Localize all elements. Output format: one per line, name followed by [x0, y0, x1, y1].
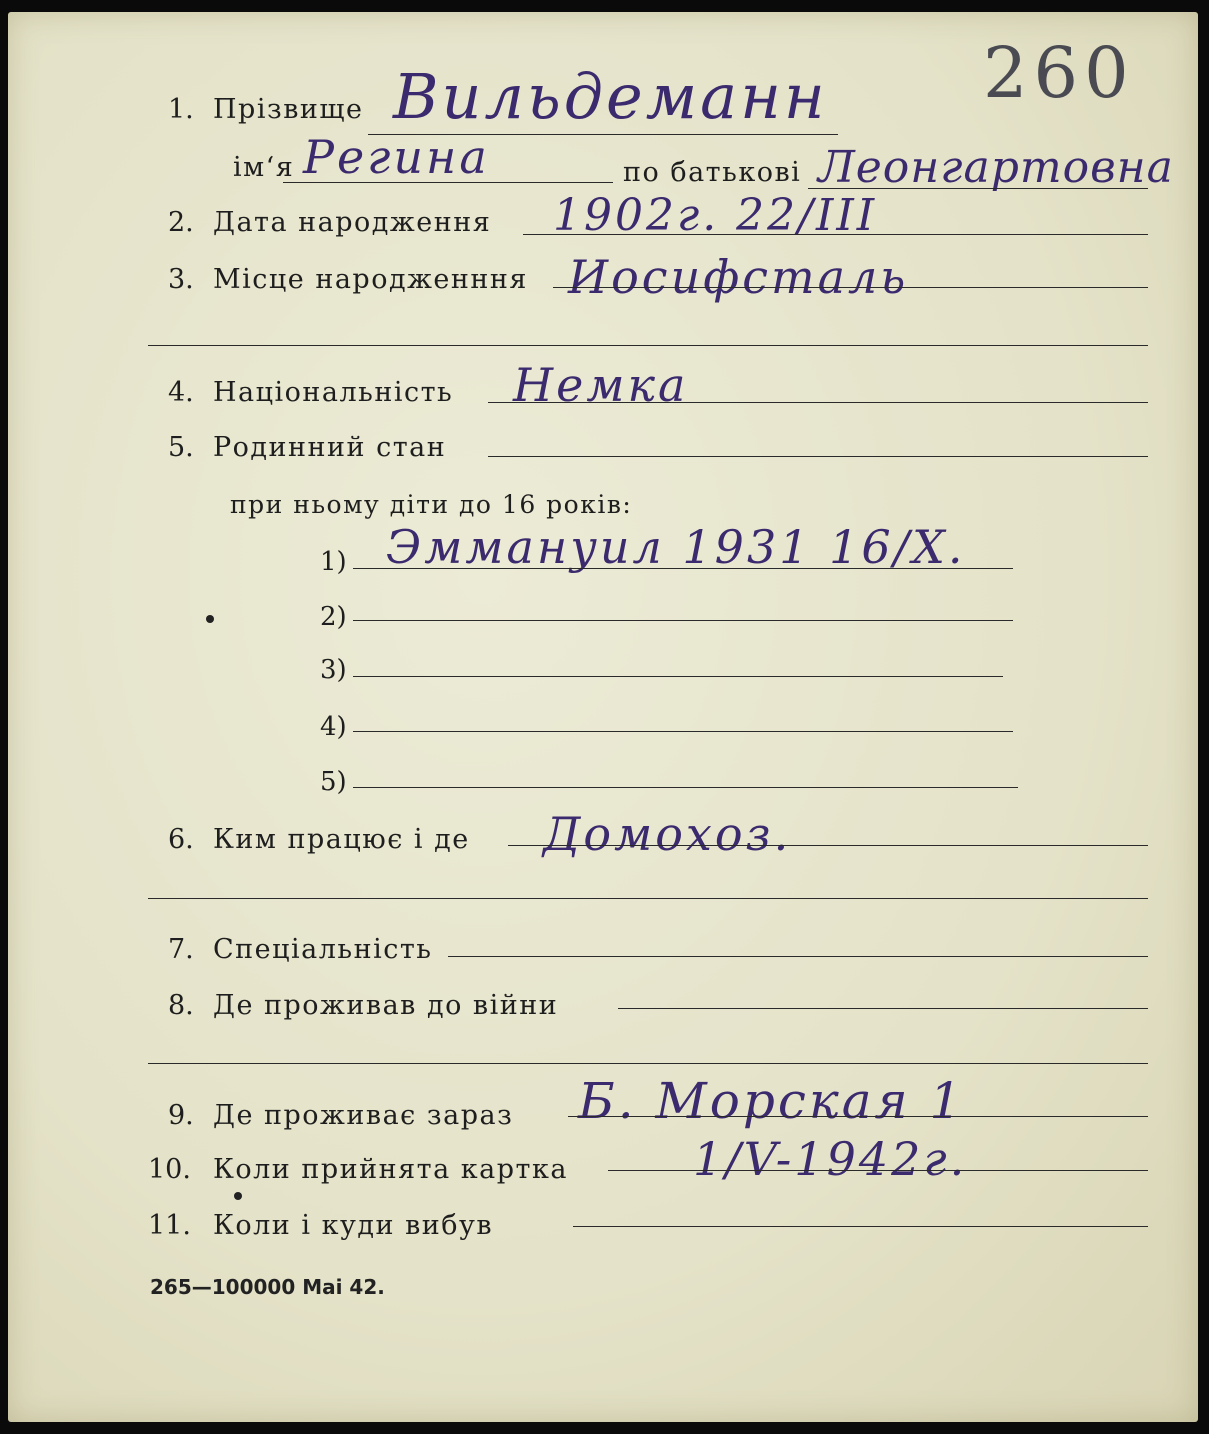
nationality-line — [488, 402, 1148, 403]
field-2-number: 2. — [168, 207, 194, 238]
children-label: при ньому діти до 16 років: — [230, 490, 633, 519]
child-2-line — [353, 620, 1013, 621]
child-5-line — [353, 787, 1018, 788]
occupation-value: Домохоз. — [543, 807, 792, 861]
child-3-line — [353, 676, 1003, 677]
field-1-number: 1. — [168, 94, 194, 125]
current-address-line — [568, 1116, 1148, 1117]
prewar-residence-line — [618, 1008, 1148, 1009]
current-address-value: Б. Морская 1 — [578, 1072, 965, 1130]
prewar-residence-label: Де проживав до війни — [213, 990, 559, 1021]
occupation-label: Ким працює і де — [213, 824, 470, 855]
child-4-number: 4) — [320, 712, 347, 742]
occupation-line-2 — [148, 898, 1148, 899]
field-4-number: 4. — [168, 377, 194, 408]
first-name-line — [283, 182, 613, 183]
specialty-label: Спеціальність — [213, 934, 433, 965]
record-number: 260 — [983, 32, 1135, 114]
departure-line — [573, 1226, 1148, 1227]
child-4-line — [353, 731, 1013, 732]
field-6-number: 6. — [168, 824, 194, 855]
patronymic-label: по батькові — [623, 157, 802, 188]
birth-date-label: Дата народження — [213, 207, 492, 238]
birth-date-line — [523, 234, 1148, 235]
nationality-label: Національність — [213, 377, 454, 408]
patronymic-value: Леонгартовна — [818, 142, 1174, 193]
card-accepted-line — [608, 1170, 1148, 1171]
marital-status-label: Родинний стан — [213, 432, 447, 463]
field-9-number: 9. — [168, 1100, 194, 1131]
first-name-label: ім‘я — [233, 152, 295, 183]
birth-place-line-2 — [148, 345, 1148, 346]
birth-place-value: Иосифсталь — [568, 250, 909, 304]
field-10-number: 10. — [148, 1154, 191, 1185]
nationality-value: Немка — [513, 358, 689, 412]
field-5-number: 5. — [168, 432, 194, 463]
departure-label: Коли і куди вибув — [213, 1210, 494, 1241]
specialty-line — [448, 956, 1148, 957]
child-5-number: 5) — [320, 767, 347, 797]
field-11-number: 11. — [148, 1210, 191, 1241]
child-1-number: 1) — [320, 547, 347, 577]
child-2-number: 2) — [320, 602, 347, 632]
birth-place-label: Місце народженння — [213, 264, 528, 295]
print-code: 265—100000 Mai 42. — [150, 1275, 385, 1299]
card-accepted-value: 1/V-1942г. — [693, 1132, 968, 1186]
surname-label: Прізвище — [213, 94, 364, 125]
birth-date-value: 1902г. 22/III — [553, 190, 878, 241]
child-1-line — [353, 568, 1013, 569]
prewar-residence-line-2 — [148, 1063, 1148, 1064]
surname-value: Вильдеманн — [393, 60, 828, 133]
child-1-value: Эммануил 1931 16/X. — [386, 520, 966, 574]
field-8-number: 8. — [168, 990, 194, 1021]
child-3-number: 3) — [320, 655, 347, 685]
registration-card — [8, 12, 1198, 1422]
paper-speck — [206, 615, 214, 623]
patronymic-line — [808, 188, 1148, 189]
paper-speck — [234, 1192, 242, 1200]
card-accepted-label: Коли прийнята картка — [213, 1154, 568, 1185]
marital-status-line — [488, 456, 1148, 457]
birth-place-line — [553, 287, 1148, 288]
first-name-value: Регина — [303, 130, 490, 184]
field-7-number: 7. — [168, 934, 194, 965]
current-address-label: Де проживає зараз — [213, 1100, 514, 1131]
occupation-line — [508, 845, 1148, 846]
field-3-number: 3. — [168, 264, 194, 295]
